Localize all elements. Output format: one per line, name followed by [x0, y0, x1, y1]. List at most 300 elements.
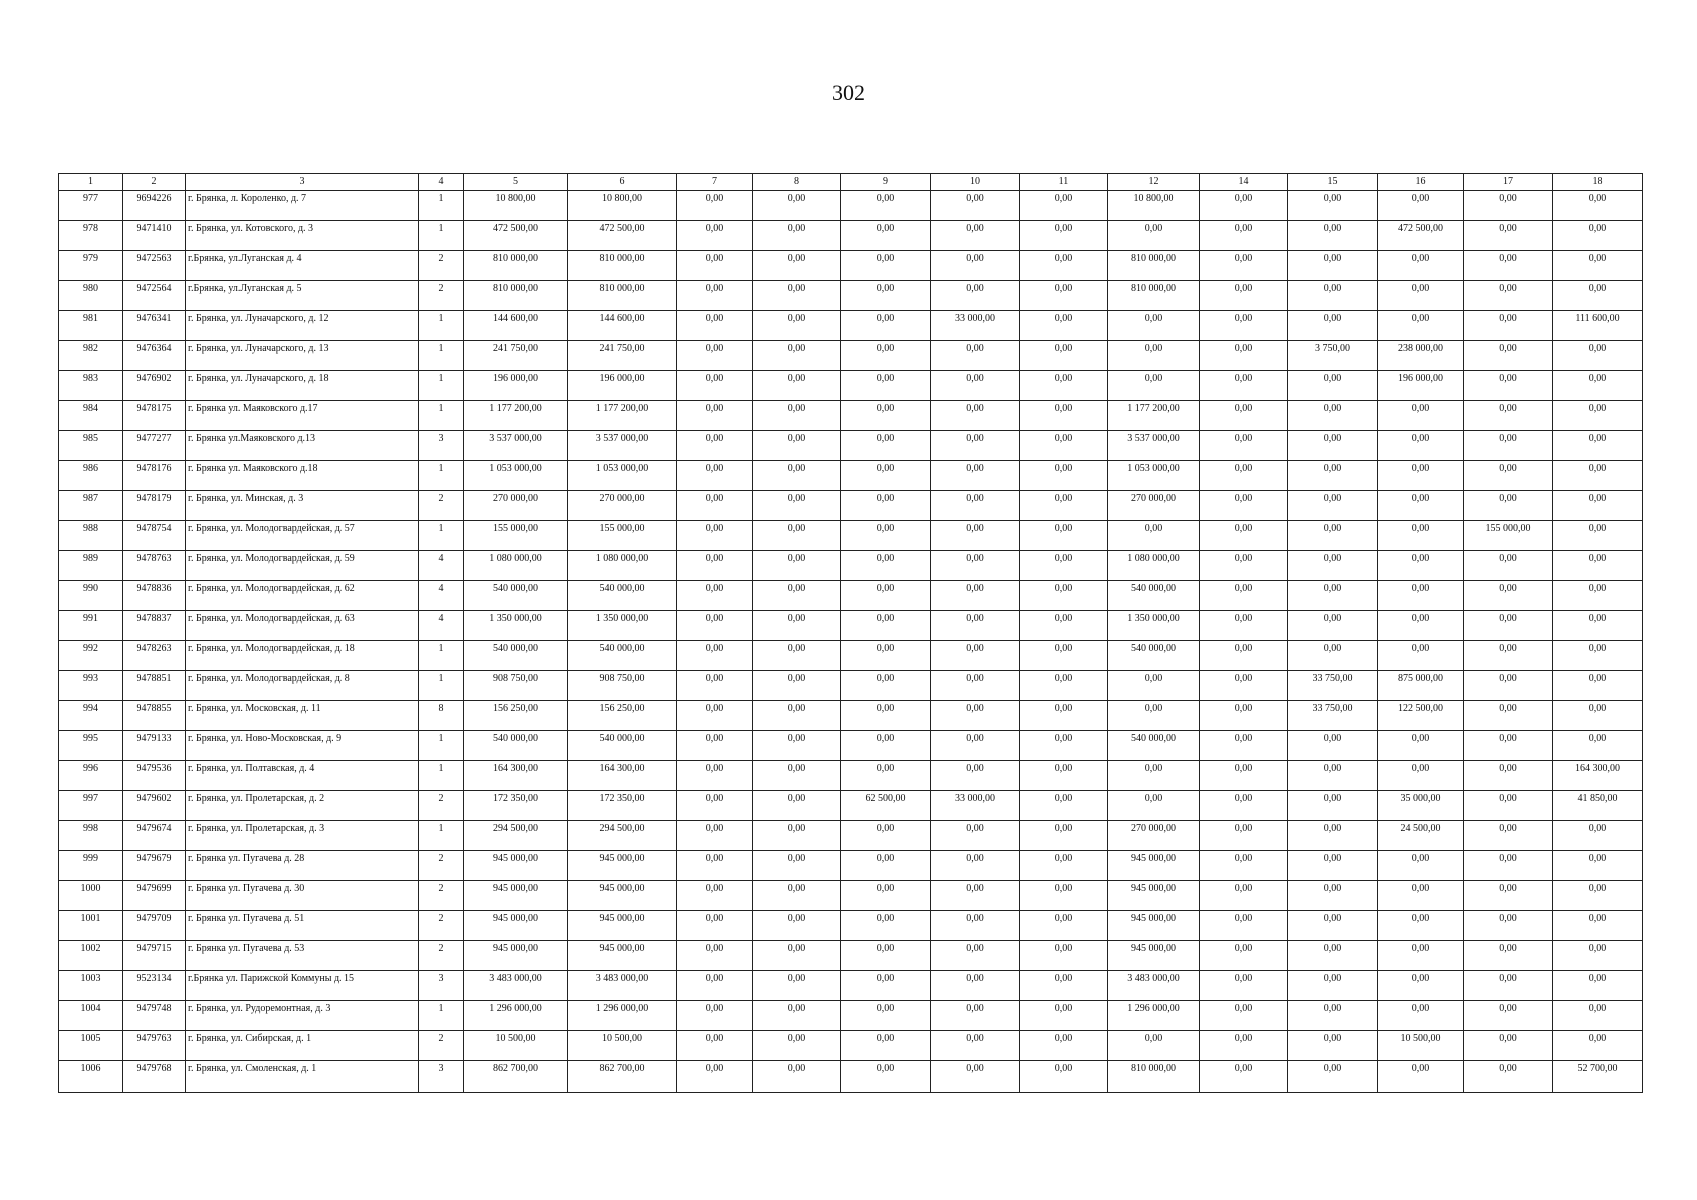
table-cell: 270 000,00: [1108, 821, 1200, 851]
address-cell: г. Брянка ул. Маяковского д.18: [186, 461, 419, 491]
table-cell: 144 600,00: [464, 311, 568, 341]
table-cell: 0,00: [1553, 281, 1643, 311]
address-cell: г. Брянка, ул. Смоленская, д. 1: [186, 1061, 419, 1093]
table-cell: 2: [419, 251, 464, 281]
table-cell: 0,00: [1108, 371, 1200, 401]
table-cell: 0,00: [841, 311, 931, 341]
table-cell: 0,00: [1020, 251, 1108, 281]
table-cell: 9479768: [123, 1061, 186, 1093]
table-cell: 0,00: [1200, 1061, 1288, 1093]
table-cell: 0,00: [1020, 401, 1108, 431]
table-cell: 0,00: [1288, 221, 1378, 251]
table-cell: 1: [419, 371, 464, 401]
table-cell: 0,00: [1200, 581, 1288, 611]
table-cell: 0,00: [753, 821, 841, 851]
table-cell: 0,00: [1108, 341, 1200, 371]
table-cell: 0,00: [1200, 281, 1288, 311]
table-cell: 472 500,00: [464, 221, 568, 251]
table-row: [59, 371, 1643, 401]
table-cell: 0,00: [1378, 881, 1464, 911]
table-cell: 945 000,00: [568, 941, 677, 971]
column-header: 7: [677, 174, 753, 191]
table-cell: 989: [59, 551, 123, 581]
table-cell: 164 300,00: [1553, 761, 1643, 791]
table-cell: 0,00: [677, 641, 753, 671]
table-cell: 0,00: [753, 281, 841, 311]
address-cell: г. Брянка ул. Пугачева д. 51: [186, 911, 419, 941]
table-cell: 810 000,00: [464, 251, 568, 281]
column-header: 3: [186, 174, 419, 191]
table-cell: 9479133: [123, 731, 186, 761]
table-cell: 0,00: [1288, 1001, 1378, 1031]
table-row: [59, 431, 1643, 461]
table-cell: 0,00: [1020, 491, 1108, 521]
table-cell: 810 000,00: [568, 281, 677, 311]
table-cell: 9478263: [123, 641, 186, 671]
table-cell: 0,00: [1020, 371, 1108, 401]
table-cell: 0,00: [1378, 941, 1464, 971]
table-cell: 0,00: [677, 281, 753, 311]
table-cell: 9472564: [123, 281, 186, 311]
table-cell: 3: [419, 971, 464, 1001]
table-cell: 0,00: [753, 371, 841, 401]
table-cell: 1004: [59, 1001, 123, 1031]
table-cell: 1 080 000,00: [568, 551, 677, 581]
column-number-header-row: [59, 174, 1643, 191]
table-cell: 0,00: [931, 941, 1020, 971]
table-cell: 0,00: [1464, 311, 1553, 341]
column-header: 9: [841, 174, 931, 191]
table-cell: 1 296 000,00: [464, 1001, 568, 1031]
table-cell: 0,00: [753, 731, 841, 761]
table-cell: 978: [59, 221, 123, 251]
column-header: 18: [1553, 174, 1643, 191]
table-cell: 0,00: [1553, 1001, 1643, 1031]
table-cell: 0,00: [841, 731, 931, 761]
table-cell: 1 296 000,00: [1108, 1001, 1200, 1031]
table-cell: 0,00: [1200, 671, 1288, 701]
table-cell: 1003: [59, 971, 123, 1001]
table-cell: 0,00: [1464, 641, 1553, 671]
table-cell: 0,00: [1553, 701, 1643, 731]
table-cell: 0,00: [1288, 431, 1378, 461]
table-cell: 0,00: [1288, 251, 1378, 281]
table-cell: 9478837: [123, 611, 186, 641]
table-row: [59, 581, 1643, 611]
table-cell: 0,00: [841, 431, 931, 461]
table-cell: 0,00: [1200, 821, 1288, 851]
table-cell: 2: [419, 1031, 464, 1061]
table-cell: 0,00: [1378, 971, 1464, 1001]
table-cell: 9477277: [123, 431, 186, 461]
table-cell: 0,00: [677, 701, 753, 731]
table-row: [59, 461, 1643, 491]
table-cell: 0,00: [1464, 941, 1553, 971]
table-row: [59, 851, 1643, 881]
table-cell: 540 000,00: [568, 731, 677, 761]
table-cell: 0,00: [1288, 911, 1378, 941]
table-row: [59, 341, 1643, 371]
table-cell: 945 000,00: [568, 911, 677, 941]
table-cell: 0,00: [1020, 911, 1108, 941]
table-cell: 0,00: [1553, 731, 1643, 761]
table-cell: 0,00: [1108, 701, 1200, 731]
address-cell: г. Брянка ул.Маяковского д.13: [186, 431, 419, 461]
table-cell: 1 350 000,00: [568, 611, 677, 641]
address-cell: г. Брянка, ул. Полтавская, д. 4: [186, 761, 419, 791]
table-row: [59, 1061, 1643, 1093]
address-cell: г. Брянка, ул. Сибирская, д. 1: [186, 1031, 419, 1061]
table-cell: 172 350,00: [464, 791, 568, 821]
table-cell: 0,00: [1200, 731, 1288, 761]
table-cell: 0,00: [1200, 521, 1288, 551]
table-cell: 0,00: [753, 581, 841, 611]
table-cell: 0,00: [753, 881, 841, 911]
table-cell: 0,00: [1200, 251, 1288, 281]
table-cell: 0,00: [841, 761, 931, 791]
table-cell: 0,00: [841, 551, 931, 581]
table-row: [59, 941, 1643, 971]
table-cell: 0,00: [1200, 791, 1288, 821]
table-cell: 0,00: [1464, 341, 1553, 371]
table-row: [59, 761, 1643, 791]
table-cell: 0,00: [1020, 1031, 1108, 1061]
table-row: [59, 641, 1643, 671]
table-row: [59, 791, 1643, 821]
table-cell: 0,00: [1553, 521, 1643, 551]
table-cell: 983: [59, 371, 123, 401]
table-cell: 156 250,00: [464, 701, 568, 731]
table-cell: 0,00: [1553, 341, 1643, 371]
table-cell: 0,00: [1378, 401, 1464, 431]
table-cell: 0,00: [753, 941, 841, 971]
table-cell: 984: [59, 401, 123, 431]
table-cell: 986: [59, 461, 123, 491]
table-cell: 3 537 000,00: [464, 431, 568, 461]
table-cell: 9478763: [123, 551, 186, 581]
address-cell: г. Брянка ул. Пугачева д. 30: [186, 881, 419, 911]
table-cell: 0,00: [1288, 521, 1378, 551]
table-cell: 9479536: [123, 761, 186, 791]
table-cell: 1: [419, 341, 464, 371]
table-cell: 0,00: [1200, 401, 1288, 431]
table-cell: 0,00: [1200, 1031, 1288, 1061]
table-cell: 1: [419, 461, 464, 491]
table-cell: 875 000,00: [1378, 671, 1464, 701]
table-cell: 0,00: [931, 371, 1020, 401]
table-cell: 0,00: [753, 851, 841, 881]
table-cell: 945 000,00: [568, 851, 677, 881]
table-cell: 0,00: [1020, 1061, 1108, 1093]
table-cell: 9478176: [123, 461, 186, 491]
table-cell: 1 350 000,00: [1108, 611, 1200, 641]
table-cell: 10 800,00: [1108, 191, 1200, 221]
table-cell: 156 250,00: [568, 701, 677, 731]
table-cell: 9523134: [123, 971, 186, 1001]
table-cell: 9478754: [123, 521, 186, 551]
table-cell: 0,00: [931, 971, 1020, 1001]
table-cell: 998: [59, 821, 123, 851]
table-cell: 0,00: [1288, 821, 1378, 851]
table-cell: 0,00: [1553, 491, 1643, 521]
table-cell: 0,00: [1288, 281, 1378, 311]
table-cell: 270 000,00: [568, 491, 677, 521]
table-cell: 0,00: [931, 731, 1020, 761]
table-cell: 472 500,00: [568, 221, 677, 251]
table-cell: 0,00: [931, 881, 1020, 911]
address-cell: г.Брянка, ул.Луганская д. 5: [186, 281, 419, 311]
table-cell: 0,00: [931, 1001, 1020, 1031]
table-cell: 0,00: [1553, 671, 1643, 701]
table-cell: 0,00: [1200, 461, 1288, 491]
table-cell: 9479679: [123, 851, 186, 881]
table-cell: 0,00: [1378, 761, 1464, 791]
table-cell: 0,00: [1288, 971, 1378, 1001]
table-cell: 1 177 200,00: [1108, 401, 1200, 431]
table-cell: 1005: [59, 1031, 123, 1061]
table-cell: 1 296 000,00: [568, 1001, 677, 1031]
table-cell: 0,00: [1464, 431, 1553, 461]
table-cell: 0,00: [1464, 701, 1553, 731]
table-cell: 0,00: [1020, 701, 1108, 731]
table-cell: 9476341: [123, 311, 186, 341]
table-cell: 0,00: [931, 671, 1020, 701]
table-cell: 0,00: [1378, 521, 1464, 551]
table-cell: 0,00: [1288, 191, 1378, 221]
table-cell: 0,00: [1378, 581, 1464, 611]
table-cell: 0,00: [1464, 491, 1553, 521]
table-cell: 0,00: [931, 521, 1020, 551]
table-cell: 33 750,00: [1288, 701, 1378, 731]
table-cell: 0,00: [1020, 611, 1108, 641]
table-cell: 3 750,00: [1288, 341, 1378, 371]
table-cell: 0,00: [1020, 641, 1108, 671]
table-cell: 41 850,00: [1553, 791, 1643, 821]
table-cell: 0,00: [1020, 341, 1108, 371]
table-cell: 0,00: [753, 221, 841, 251]
table-cell: 1: [419, 191, 464, 221]
table-cell: 9479709: [123, 911, 186, 941]
table-cell: 0,00: [931, 401, 1020, 431]
table-cell: 0,00: [753, 521, 841, 551]
table-cell: 0,00: [677, 311, 753, 341]
table-cell: 0,00: [931, 761, 1020, 791]
table-cell: 945 000,00: [1108, 881, 1200, 911]
table-cell: 1: [419, 401, 464, 431]
table-cell: 9472563: [123, 251, 186, 281]
table-cell: 0,00: [1464, 881, 1553, 911]
table-cell: 33 000,00: [931, 311, 1020, 341]
table-cell: 0,00: [1288, 611, 1378, 641]
table-cell: 0,00: [753, 1061, 841, 1093]
address-cell: г. Брянка, ул. Луначарского, д. 13: [186, 341, 419, 371]
table-cell: 0,00: [1020, 671, 1108, 701]
address-cell: г. Брянка, ул. Пролетарская, д. 2: [186, 791, 419, 821]
table-cell: 0,00: [1378, 311, 1464, 341]
table-cell: 0,00: [931, 491, 1020, 521]
address-cell: г.Брянка ул. Парижской Коммуны д. 15: [186, 971, 419, 1001]
table-cell: 0,00: [841, 971, 931, 1001]
table-cell: 144 600,00: [568, 311, 677, 341]
table-cell: 0,00: [1020, 971, 1108, 1001]
table-cell: 196 000,00: [1378, 371, 1464, 401]
table-cell: 1: [419, 761, 464, 791]
table-cell: 0,00: [677, 881, 753, 911]
table-cell: 172 350,00: [568, 791, 677, 821]
address-cell: г. Брянка, ул. Рудоремонтная, д. 3: [186, 1001, 419, 1031]
table-cell: 0,00: [841, 251, 931, 281]
table-cell: 0,00: [1200, 311, 1288, 341]
table-cell: 945 000,00: [1108, 851, 1200, 881]
table-cell: 9479699: [123, 881, 186, 911]
table-cell: 540 000,00: [568, 641, 677, 671]
table-cell: 1: [419, 641, 464, 671]
table-cell: 0,00: [1464, 221, 1553, 251]
table-cell: 0,00: [677, 221, 753, 251]
table-cell: 8: [419, 701, 464, 731]
table-cell: 0,00: [753, 611, 841, 641]
table-cell: 0,00: [1464, 821, 1553, 851]
table-row: [59, 911, 1643, 941]
table-cell: 33 000,00: [931, 791, 1020, 821]
table-row: [59, 251, 1643, 281]
table-row: [59, 221, 1643, 251]
table-cell: 0,00: [931, 251, 1020, 281]
table-cell: 0,00: [753, 251, 841, 281]
page-number: 302: [832, 80, 865, 105]
table-cell: 0,00: [931, 551, 1020, 581]
table-cell: 991: [59, 611, 123, 641]
table-cell: 0,00: [841, 881, 931, 911]
table-cell: 0,00: [1553, 191, 1643, 221]
table-cell: 0,00: [1464, 401, 1553, 431]
table-cell: 241 750,00: [568, 341, 677, 371]
column-header: 12: [1108, 174, 1200, 191]
column-header: 1: [59, 174, 123, 191]
table-cell: 540 000,00: [1108, 731, 1200, 761]
table-cell: 0,00: [1020, 881, 1108, 911]
table-cell: 0,00: [753, 311, 841, 341]
table-cell: 241 750,00: [464, 341, 568, 371]
table-cell: 0,00: [841, 701, 931, 731]
table-cell: 0,00: [1200, 371, 1288, 401]
table-cell: 164 300,00: [464, 761, 568, 791]
table-cell: 0,00: [677, 551, 753, 581]
table-cell: 0,00: [1464, 851, 1553, 881]
table-cell: 1 053 000,00: [568, 461, 677, 491]
table-cell: 980: [59, 281, 123, 311]
table-cell: 0,00: [1553, 641, 1643, 671]
table-cell: 0,00: [753, 461, 841, 491]
table-cell: 1: [419, 1001, 464, 1031]
table-cell: 155 000,00: [1464, 521, 1553, 551]
table-row: [59, 881, 1643, 911]
table-cell: 0,00: [1288, 551, 1378, 581]
table-cell: 10 500,00: [464, 1031, 568, 1061]
table-cell: 945 000,00: [464, 911, 568, 941]
table-cell: 0,00: [1553, 221, 1643, 251]
table-cell: 0,00: [841, 401, 931, 431]
address-cell: г. Брянка, ул. Ново-Московская, д. 9: [186, 731, 419, 761]
table-row: [59, 521, 1643, 551]
table-cell: 1: [419, 521, 464, 551]
table-cell: 0,00: [1200, 881, 1288, 911]
table-cell: 540 000,00: [464, 641, 568, 671]
table-cell: 540 000,00: [568, 581, 677, 611]
table-cell: 0,00: [677, 461, 753, 491]
table-cell: 0,00: [841, 371, 931, 401]
table-cell: 1 350 000,00: [464, 611, 568, 641]
table-cell: 0,00: [1464, 971, 1553, 1001]
column-header: 10: [931, 174, 1020, 191]
table-cell: 990: [59, 581, 123, 611]
table-cell: 52 700,00: [1553, 1061, 1643, 1093]
table-cell: 0,00: [1200, 221, 1288, 251]
table-cell: 0,00: [1378, 491, 1464, 521]
table-cell: 0,00: [841, 521, 931, 551]
table-cell: 1 080 000,00: [464, 551, 568, 581]
table-cell: 4: [419, 611, 464, 641]
table-cell: 0,00: [841, 911, 931, 941]
table-cell: 0,00: [1108, 761, 1200, 791]
table-cell: 0,00: [753, 551, 841, 581]
table-cell: 810 000,00: [1108, 251, 1200, 281]
table-cell: 9478855: [123, 701, 186, 731]
table-cell: 908 750,00: [568, 671, 677, 701]
table-cell: 0,00: [841, 941, 931, 971]
table-cell: 0,00: [1020, 791, 1108, 821]
column-header: 2: [123, 174, 186, 191]
table-cell: 9471410: [123, 221, 186, 251]
table-row: [59, 491, 1643, 521]
table-cell: 0,00: [931, 461, 1020, 491]
table-cell: 540 000,00: [1108, 581, 1200, 611]
table-cell: 3: [419, 431, 464, 461]
table-cell: 0,00: [1288, 881, 1378, 911]
table-cell: 0,00: [677, 941, 753, 971]
table-cell: 33 750,00: [1288, 671, 1378, 701]
table-row: [59, 401, 1643, 431]
table-cell: 0,00: [1464, 191, 1553, 221]
table-cell: 0,00: [841, 641, 931, 671]
address-cell: г. Брянка, ул. Луначарского, д. 12: [186, 311, 419, 341]
table-body: [59, 191, 1643, 1093]
table-cell: 0,00: [1288, 581, 1378, 611]
table-cell: 0,00: [1020, 521, 1108, 551]
table-cell: 3 483 000,00: [1108, 971, 1200, 1001]
table-cell: 0,00: [931, 821, 1020, 851]
table-cell: 9478175: [123, 401, 186, 431]
table-cell: 0,00: [677, 971, 753, 1001]
address-cell: г. Брянка, ул. Молодогвардейская, д. 8: [186, 671, 419, 701]
address-cell: г. Брянка ул. Пугачева д. 53: [186, 941, 419, 971]
table-cell: 0,00: [931, 431, 1020, 461]
table-cell: 0,00: [1553, 461, 1643, 491]
table-cell: 9479674: [123, 821, 186, 851]
table-cell: 0,00: [753, 401, 841, 431]
table-cell: 0,00: [1378, 191, 1464, 221]
table-cell: 0,00: [677, 611, 753, 641]
table-cell: 0,00: [1464, 1031, 1553, 1061]
table-cell: 0,00: [677, 671, 753, 701]
table-cell: 3 483 000,00: [568, 971, 677, 1001]
table-cell: 0,00: [1553, 251, 1643, 281]
table-cell: 985: [59, 431, 123, 461]
table-cell: 294 500,00: [568, 821, 677, 851]
table-row: [59, 1031, 1643, 1061]
table-cell: 945 000,00: [464, 881, 568, 911]
table-row: [59, 821, 1643, 851]
